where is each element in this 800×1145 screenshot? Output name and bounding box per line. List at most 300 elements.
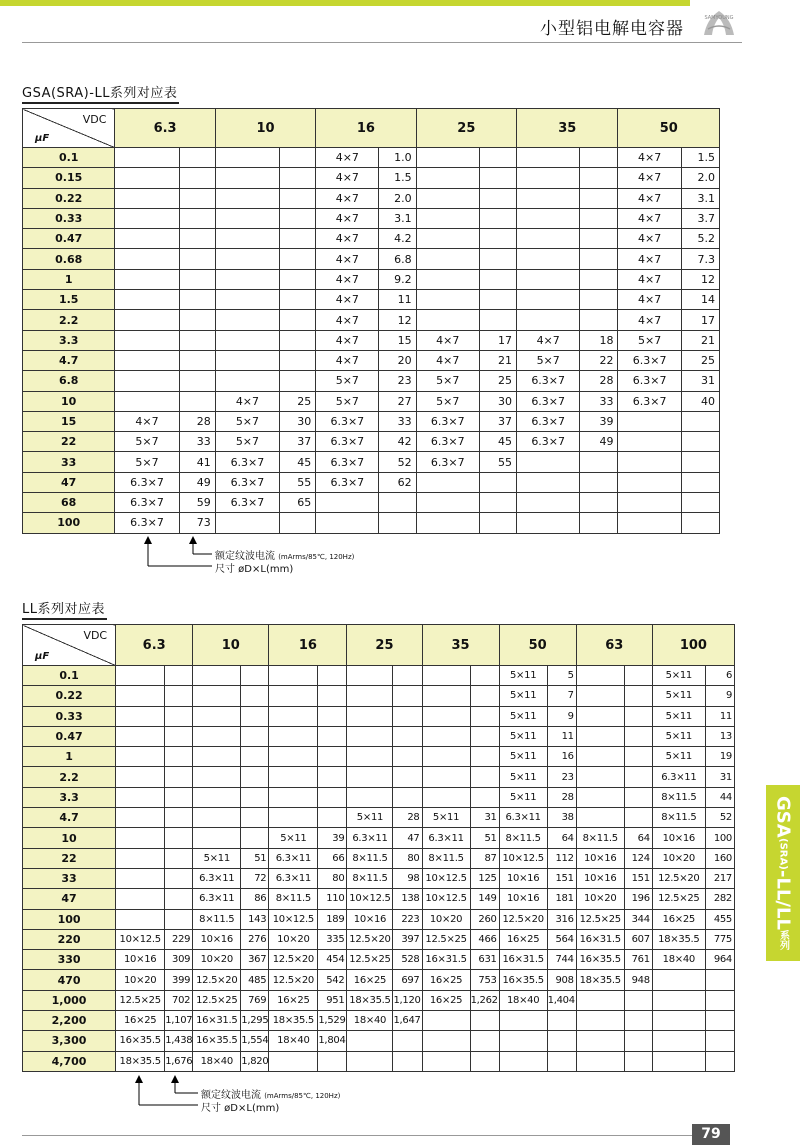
capacitance-cell: 3,300 (23, 1031, 116, 1051)
size-cell: 12.5×20 (193, 970, 241, 990)
ripple-current-cell: 1,676 (165, 1051, 193, 1071)
size-cell (115, 168, 179, 188)
ripple-current-cell: 217 (705, 868, 734, 888)
size-cell: 10×16 (499, 889, 547, 909)
size-cell (517, 148, 580, 168)
ripple-current-cell: 1.5 (681, 148, 719, 168)
ripple-current-cell (393, 706, 422, 726)
ripple-current-cell: 542 (318, 970, 347, 990)
size-cell (116, 787, 165, 807)
table-row (23, 666, 735, 686)
capacitance-cell: 100 (23, 909, 116, 929)
size-cell (517, 229, 580, 249)
ripple-current-cell (318, 726, 347, 746)
size-cell (652, 1031, 705, 1051)
ripple-current-cell: 454 (318, 950, 347, 970)
size-cell (269, 808, 318, 828)
size-cell (215, 290, 279, 310)
size-cell: 10×20 (269, 929, 318, 949)
ripple-current-cell (280, 208, 316, 228)
size-cell: 12.5×20 (652, 868, 705, 888)
ripple-current-cell (179, 249, 215, 269)
ripple-current-cell (624, 706, 652, 726)
table-row (23, 208, 720, 228)
ripple-current-cell: 2.0 (379, 188, 416, 208)
table-row (23, 330, 720, 350)
size-cell: 6.3×11 (499, 808, 547, 828)
ripple-current-cell: 73 (179, 513, 215, 533)
ripple-current-cell (379, 513, 416, 533)
ripple-current-cell (280, 168, 316, 188)
size-cell: 5×11 (193, 848, 241, 868)
ripple-current-cell (580, 493, 618, 513)
size-cell: 6.3×7 (517, 411, 580, 431)
size-cell: 5×11 (652, 666, 705, 686)
ripple-current-cell: 702 (165, 990, 193, 1010)
capacitance-cell: 15 (23, 411, 115, 431)
ripple-current-cell (318, 747, 347, 767)
size-cell: 12.5×20 (269, 950, 318, 970)
page-number: 79 (692, 1124, 730, 1145)
size-cell: 10×12.5 (347, 889, 393, 909)
ripple-current-cell (179, 350, 215, 370)
size-cell: 10×20 (116, 970, 165, 990)
size-cell: 5×7 (316, 371, 379, 391)
size-cell: 5×11 (652, 726, 705, 746)
voltage-header: 25 (347, 625, 422, 666)
ripple-current-cell: 697 (393, 970, 422, 990)
size-cell: 8×11.5 (422, 848, 470, 868)
size-cell (422, 706, 470, 726)
ripple-current-cell (393, 686, 422, 706)
ripple-current-cell: 87 (470, 848, 499, 868)
ripple-current-cell: 12 (379, 310, 416, 330)
size-cell: 4×7 (618, 229, 681, 249)
size-cell: 6.3×7 (215, 472, 279, 492)
size-cell: 5×11 (499, 686, 547, 706)
size-cell: 4×7 (316, 188, 379, 208)
table-row (23, 269, 720, 289)
ripple-current-cell: 12 (681, 269, 719, 289)
size-cell (517, 188, 580, 208)
ripple-current-cell (179, 188, 215, 208)
ripple-current-cell: 86 (241, 889, 269, 909)
size-cell (499, 1011, 547, 1031)
ripple-current-cell: 22 (580, 350, 618, 370)
size-cell (347, 666, 393, 686)
ripple-current-cell (165, 726, 193, 746)
size-cell (517, 168, 580, 188)
ripple-current-cell: 769 (241, 990, 269, 1010)
size-cell (499, 1031, 547, 1051)
ripple-current-cell (470, 1031, 499, 1051)
ripple-current-cell (165, 808, 193, 828)
size-cell (416, 310, 479, 330)
ripple-current-cell: 52 (379, 452, 416, 472)
ripple-current-cell: 309 (165, 950, 193, 970)
capacitance-cell: 3.3 (23, 330, 115, 350)
size-cell (115, 249, 179, 269)
size-cell: 6.3×7 (215, 493, 279, 513)
size-cell (115, 229, 179, 249)
ripple-current-cell: 125 (470, 868, 499, 888)
capacitance-cell: 4.7 (23, 350, 115, 370)
logo-text: SAMYOUNG (704, 15, 734, 21)
size-cell (422, 787, 470, 807)
section1-title: GSA(SRA)-LL系列对应表 (22, 82, 179, 104)
capacitance-cell: 2.2 (23, 310, 115, 330)
ripple-current-cell: 64 (547, 828, 576, 848)
size-cell (269, 706, 318, 726)
size-cell (269, 666, 318, 686)
size-cell: 5×7 (215, 411, 279, 431)
ripple-current-cell (165, 828, 193, 848)
ripple-current-cell: 80 (318, 868, 347, 888)
size-cell: 5×11 (499, 726, 547, 746)
size-cell: 10×20 (193, 950, 241, 970)
ripple-current-cell (705, 990, 734, 1010)
size-cell (215, 168, 279, 188)
size-cell (347, 747, 393, 767)
size-cell: 5×11 (499, 706, 547, 726)
table-row (23, 1011, 735, 1031)
size-cell (652, 1051, 705, 1071)
size-cell: 5×11 (499, 787, 547, 807)
voltage-header: 50 (499, 625, 576, 666)
ripple-current-cell (580, 472, 618, 492)
size-cell (115, 371, 179, 391)
size-cell: 5×7 (115, 452, 179, 472)
ripple-current-cell (580, 188, 618, 208)
ripple-current-cell: 9.2 (379, 269, 416, 289)
size-cell (193, 706, 241, 726)
ripple-current-cell (470, 1051, 499, 1071)
ripple-current-cell (318, 666, 347, 686)
side-tab-label: GSA (SRA) -LL/LL 系列 (772, 796, 794, 950)
size-cell: 6.3×7 (316, 432, 379, 452)
ripple-current-cell (479, 208, 516, 228)
table-row (23, 990, 735, 1010)
ripple-current-cell (479, 249, 516, 269)
ripple-current-cell: 1,404 (547, 990, 576, 1010)
voltage-header: 100 (652, 625, 734, 666)
size-cell: 5×11 (652, 747, 705, 767)
ripple-current-cell (479, 168, 516, 188)
size-cell: 10×12.5 (269, 909, 318, 929)
table-row (23, 848, 735, 868)
size-cell: 6.3×11 (193, 889, 241, 909)
ripple-current-cell: 761 (624, 950, 652, 970)
size-cell: 4×7 (618, 290, 681, 310)
ripple-current-cell (241, 686, 269, 706)
ripple-current-cell (705, 1031, 734, 1051)
ripple-current-cell: 18 (580, 330, 618, 350)
size-cell (422, 686, 470, 706)
table-row (23, 767, 735, 787)
ripple-current-cell (580, 513, 618, 533)
ripple-current-cell: 52 (705, 808, 734, 828)
table-row (23, 686, 735, 706)
size-cell: 4×7 (316, 269, 379, 289)
ripple-current-cell: 744 (547, 950, 576, 970)
series-side-tab (766, 785, 800, 961)
ripple-current-cell: 49 (580, 432, 618, 452)
size-cell: 6.3×11 (269, 848, 318, 868)
size-cell (115, 269, 179, 289)
size-cell: 8×11.5 (347, 848, 393, 868)
ripple-current-cell: 15 (379, 330, 416, 350)
ripple-current-cell: 33 (580, 391, 618, 411)
size-cell: 5×11 (499, 767, 547, 787)
table-row (23, 350, 720, 370)
size-cell: 16×25 (652, 909, 705, 929)
ripple-current-cell (479, 513, 516, 533)
capacitance-cell: 1 (23, 269, 115, 289)
ripple-current-cell: 31 (470, 808, 499, 828)
size-cell: 18×35.5 (269, 1011, 318, 1031)
ripple-current-cell (479, 290, 516, 310)
ripple-current-cell: 1,554 (241, 1031, 269, 1051)
size-cell (269, 726, 318, 746)
size-cell (215, 350, 279, 370)
size-cell (618, 452, 681, 472)
ripple-current-cell (705, 1051, 734, 1071)
table-row (23, 706, 735, 726)
size-cell: 6.3×11 (347, 828, 393, 848)
size-cell (499, 1051, 547, 1071)
size-cell: 5×11 (347, 808, 393, 828)
capacitance-cell: 4.7 (23, 808, 116, 828)
ripple-current-cell: 316 (547, 909, 576, 929)
ripple-current-cell: 775 (705, 929, 734, 949)
size-cell: 4×7 (316, 290, 379, 310)
ripple-current-cell: 30 (280, 411, 316, 431)
table-row (23, 452, 720, 472)
size-cell: 5×7 (416, 391, 479, 411)
ripple-current-cell: 25 (280, 391, 316, 411)
ripple-current-cell: 40 (681, 391, 719, 411)
table-row (23, 513, 720, 533)
size-cell: 8×11.5 (499, 828, 547, 848)
size-cell (115, 290, 179, 310)
size-cell (576, 1031, 624, 1051)
size-cell: 16×25 (422, 990, 470, 1010)
ripple-current-cell: 23 (547, 767, 576, 787)
size-cell: 16×31.5 (422, 950, 470, 970)
size-cell: 5×11 (422, 808, 470, 828)
size-cell (347, 767, 393, 787)
capacitance-cell: 0.47 (23, 229, 115, 249)
ripple-current-cell (280, 513, 316, 533)
ripple-current-cell (479, 148, 516, 168)
size-cell: 6.3×7 (517, 371, 580, 391)
vdc-label: VDC (82, 113, 107, 126)
ripple-current-cell (280, 229, 316, 249)
ripple-current-cell (393, 1051, 422, 1071)
ripple-current-cell: 753 (470, 970, 499, 990)
ripple-current-cell: 55 (280, 472, 316, 492)
ripple-current-cell: 607 (624, 929, 652, 949)
ripple-current-cell: 13 (705, 726, 734, 746)
ripple-current-cell (580, 168, 618, 188)
ripple-current-cell: 485 (241, 970, 269, 990)
ripple-current-cell (165, 868, 193, 888)
ripple-current-cell: 151 (624, 868, 652, 888)
ripple-current-cell (280, 188, 316, 208)
size-cell: 4×7 (416, 330, 479, 350)
ripple-current-cell: 16 (547, 747, 576, 767)
ripple-current-cell (470, 1011, 499, 1031)
table-row (23, 148, 720, 168)
ripple-current-cell (470, 767, 499, 787)
ripple-current-cell (179, 208, 215, 228)
size-cell: 16×35.5 (116, 1031, 165, 1051)
size-cell (416, 269, 479, 289)
size-cell: 4×7 (316, 168, 379, 188)
ripple-current-cell (624, 1011, 652, 1031)
ripple-current-cell (318, 706, 347, 726)
size-cell (416, 208, 479, 228)
ripple-current-cell: 28 (580, 371, 618, 391)
ripple-current-cell (165, 889, 193, 909)
size-cell: 4×7 (316, 249, 379, 269)
size-cell (269, 686, 318, 706)
ripple-current-cell: 138 (393, 889, 422, 909)
ripple-current-cell: 37 (280, 432, 316, 452)
legend-note-1 (140, 534, 440, 574)
ripple-current-cell (241, 828, 269, 848)
ripple-current-cell (479, 472, 516, 492)
capacitance-cell: 0.68 (23, 249, 115, 269)
size-cell: 18×35.5 (116, 1051, 165, 1071)
size-cell (116, 889, 165, 909)
ripple-current-cell (547, 1011, 576, 1031)
ripple-current-cell: 45 (479, 432, 516, 452)
ripple-current-cell: 28 (179, 411, 215, 431)
ripple-current-cell: 11 (705, 706, 734, 726)
size-cell: 4×7 (618, 310, 681, 330)
size-cell: 10×16 (576, 848, 624, 868)
ripple-current-cell: 64 (624, 828, 652, 848)
ripple-current-cell: 25 (479, 371, 516, 391)
table-row (23, 726, 735, 746)
size-cell (416, 249, 479, 269)
table-row (23, 970, 735, 990)
size-cell: 4×7 (316, 330, 379, 350)
size-cell (215, 269, 279, 289)
size-cell (416, 188, 479, 208)
ripple-current-cell: 72 (241, 868, 269, 888)
ripple-current-cell: 110 (318, 889, 347, 909)
size-cell (193, 747, 241, 767)
size-cell (116, 868, 165, 888)
size-cell: 5×11 (652, 706, 705, 726)
size-cell: 6.3×7 (517, 432, 580, 452)
ripple-current-cell: 39 (580, 411, 618, 431)
ripple-current-cell (624, 990, 652, 1010)
ripple-current-cell: 33 (179, 432, 215, 452)
ripple-current-cell (681, 472, 719, 492)
vdc-label: VDC (83, 629, 108, 642)
size-cell: 18×40 (347, 1011, 393, 1031)
capacitance-cell: 10 (23, 391, 115, 411)
size-cell: 10×20 (576, 889, 624, 909)
ripple-current-cell: 196 (624, 889, 652, 909)
ripple-current-cell: 62 (379, 472, 416, 492)
size-cell (416, 513, 479, 533)
ripple-current-cell (179, 310, 215, 330)
size-cell (215, 513, 279, 533)
table-row (23, 868, 735, 888)
ripple-current-cell (280, 371, 316, 391)
samyoung-logo-icon (700, 9, 738, 37)
capacitance-cell: 0.1 (23, 666, 116, 686)
size-cell: 6.3×7 (618, 391, 681, 411)
ripple-current-cell (165, 686, 193, 706)
ripple-current-cell (580, 290, 618, 310)
ripple-current-cell: 11 (547, 726, 576, 746)
size-cell (618, 493, 681, 513)
size-cell (347, 1031, 393, 1051)
capacitance-cell: 100 (23, 513, 115, 533)
size-cell (347, 706, 393, 726)
size-cell: 4×7 (618, 188, 681, 208)
ripple-current-cell: 455 (705, 909, 734, 929)
ripple-current-cell: 31 (705, 767, 734, 787)
ripple-current-cell (479, 493, 516, 513)
ripple-current-cell (241, 706, 269, 726)
size-cell: 8×11.5 (652, 787, 705, 807)
ripple-note: 额定纹波电流 (mArms/85℃, 120Hz) (201, 1090, 341, 1101)
ripple-current-cell: 6 (705, 666, 734, 686)
ripple-current-cell: 23 (379, 371, 416, 391)
size-cell (215, 229, 279, 249)
size-cell: 10×16 (116, 950, 165, 970)
size-cell (116, 747, 165, 767)
size-cell: 6.3×11 (193, 868, 241, 888)
table-row (23, 828, 735, 848)
size-cell: 4×7 (618, 249, 681, 269)
ripple-current-cell: 17 (479, 330, 516, 350)
ripple-current-cell (580, 310, 618, 330)
capacitance-cell: 6.8 (23, 371, 115, 391)
capacitance-cell: 470 (23, 970, 116, 990)
size-cell: 18×35.5 (652, 929, 705, 949)
ripple-current-cell: 3.7 (681, 208, 719, 228)
capacitance-cell: 1,000 (23, 990, 116, 1010)
ripple-current-cell: 9 (547, 706, 576, 726)
ripple-current-cell (241, 808, 269, 828)
size-note: 尺寸 øD×L(mm) (201, 1103, 280, 1114)
ripple-current-cell: 223 (393, 909, 422, 929)
size-cell: 10×16 (347, 909, 393, 929)
ripple-current-cell: 47 (393, 828, 422, 848)
gsa-ll-table (22, 108, 720, 534)
size-cell: 6.3×7 (115, 472, 179, 492)
size-cell (576, 990, 624, 1010)
ripple-current-cell (280, 249, 316, 269)
size-cell: 10×12.5 (422, 868, 470, 888)
size-cell: 4×7 (316, 148, 379, 168)
size-cell: 5×7 (517, 350, 580, 370)
size-cell: 4×7 (316, 310, 379, 330)
ripple-current-cell: 1,107 (165, 1011, 193, 1031)
size-cell (652, 970, 705, 990)
size-cell: 5×11 (269, 828, 318, 848)
ripple-current-cell (624, 747, 652, 767)
ripple-current-cell (580, 452, 618, 472)
size-cell (193, 787, 241, 807)
